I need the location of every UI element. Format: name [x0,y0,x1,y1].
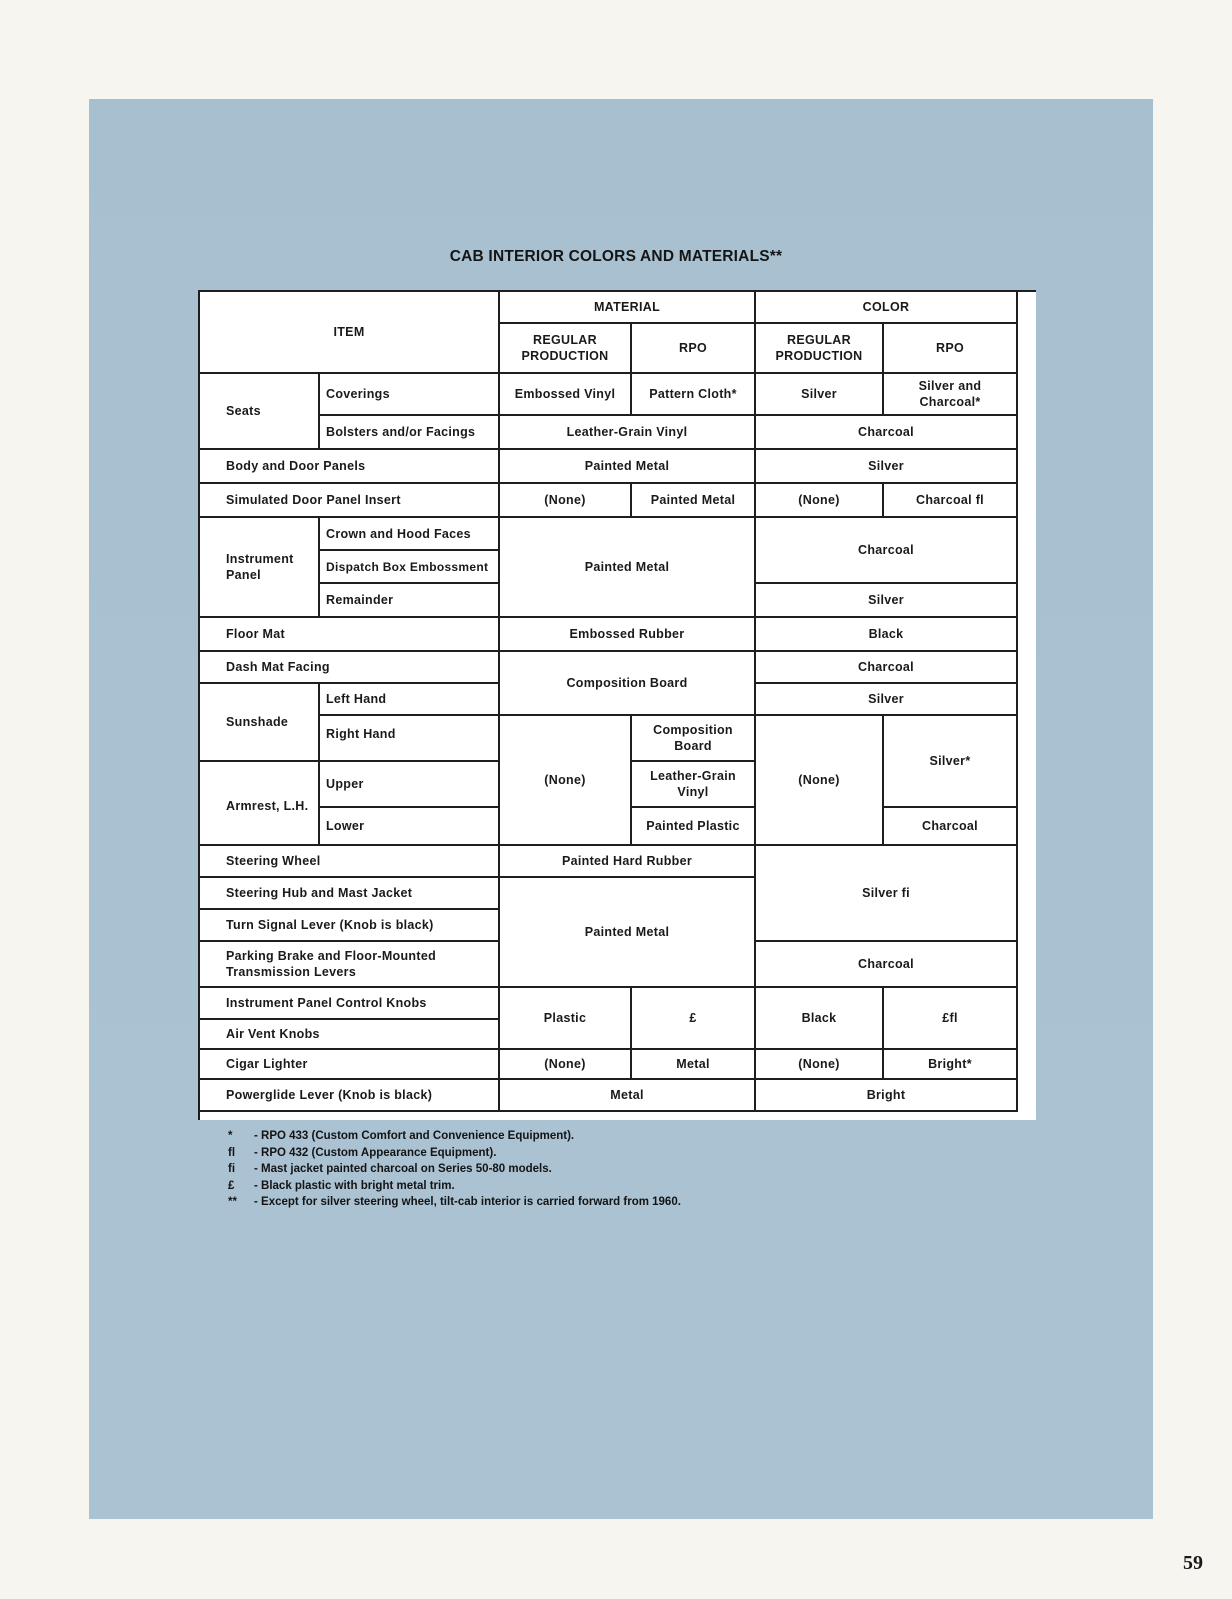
rh-armrest-color-regular: (None) [756,716,884,846]
steering-color: Silver fi [756,846,1018,942]
rh-armrest-material-regular: (None) [500,716,632,846]
footnote-text: - RPO 432 (Custom Appearance Equipment). [254,1146,497,1159]
row-air-vent-knobs: Air Vent Knobs [200,1020,500,1050]
coverings-color-rpo: Silver and Charcoal* [884,374,1018,416]
row-armrest: Armrest, L.H. [200,762,320,846]
instrument-panel-material: Painted Metal [500,518,756,618]
footnote-symbol: * [228,1130,233,1142]
row-coverings: Coverings [320,374,500,416]
coverings-material-rpo: Pattern Cloth* [632,374,756,416]
footnote [228,1161,681,1178]
remainder-color: Silver [756,584,1018,618]
sim-insert-color-rpo: Charcoal fl [884,484,1018,518]
footnote [228,1145,681,1162]
sim-insert-material-rpo: Painted Metal [632,484,756,518]
sim-insert-material-regular: (None) [500,484,632,518]
colors-materials-table [200,292,1036,1120]
footnote [228,1194,681,1211]
header-material: MATERIAL [500,292,756,324]
sim-insert-color-regular: (None) [756,484,884,518]
parking-brake-color: Charcoal [756,942,1018,988]
dash-mat-color: Charcoal [756,652,1018,684]
cigar-color-regular: (None) [756,1050,884,1080]
knobs-color-regular: Black [756,988,884,1050]
row-simulated-insert: Simulated Door Panel Insert [200,484,500,518]
instrument-panel-color: Charcoal [756,518,1018,584]
row-crown-hood: Crown and Hood Faces [320,518,500,551]
lower-color-rpo: Charcoal [884,808,1018,846]
header-color: COLOR [756,292,1018,324]
footnote [228,1178,681,1195]
row-left-hand: Left Hand [320,684,500,716]
body-panels-material: Painted Metal [500,450,756,484]
footnote-symbol: fl [228,1146,236,1159]
footnote [228,1128,681,1145]
coverings-color-regular: Silver [756,374,884,416]
header-color-regular: REGULAR PRODUCTION [756,324,884,374]
floor-mat-material: Embossed Rubber [500,618,756,652]
row-dash-mat: Dash Mat Facing [200,652,500,684]
rh-upper-color-rpo: Silver* [884,716,1018,808]
footnote-text: - Except for silver steering wheel, tilt-cab interior is carried forward from 1960. [254,1196,681,1208]
hub-turn-parking-material: Painted Metal [500,878,756,988]
cigar-material-rpo: Metal [632,1050,756,1080]
powerglide-color: Bright [756,1080,1018,1112]
row-ip-control-knobs: Instrument Panel Control Knobs [200,988,500,1020]
lower-material-rpo: Painted Plastic [632,808,756,846]
row-bolsters: Bolsters and/or Facings [320,416,500,450]
row-parking-brake: Parking Brake and Floor-Mounted Transmission Levers [200,942,500,988]
row-steering-wheel: Steering Wheel [200,846,500,878]
footnotes [228,1128,681,1211]
footnote-symbol: ** [228,1196,237,1208]
footnote-text: - Mast jacket painted charcoal on Series 50-80 models. [254,1163,552,1175]
floor-mat-color: Black [756,618,1018,652]
header-material-regular: REGULAR PRODUCTION [500,324,632,374]
footnote-symbol: £ [228,1179,235,1192]
header-material-rpo: RPO [632,324,756,374]
steering-wheel-material: Painted Hard Rubber [500,846,756,878]
row-instrument-panel: Instrument Panel [200,518,320,618]
row-right-hand: Right Hand [320,716,500,762]
row-dispatch-box: Dispatch Box Embossment [320,551,500,584]
footnote-text: - RPO 433 (Custom Comfort and Convenience Equipment). [254,1130,575,1142]
right-hand-material-rpo: Composition Board [632,716,756,762]
row-powerglide: Powerglide Lever (Knob is black) [200,1080,500,1112]
knobs-color-rpo: £fl [884,988,1018,1050]
row-lower: Lower [320,808,500,846]
row-cigar-lighter: Cigar Lighter [200,1050,500,1080]
footnote-symbol: fi [228,1163,236,1175]
knobs-material-regular: Plastic [500,988,632,1050]
body-panels-color: Silver [756,450,1018,484]
row-upper: Upper [320,762,500,808]
header-color-rpo: RPO [884,324,1018,374]
coverings-material-regular: Embossed Vinyl [500,374,632,416]
row-floor-mat: Floor Mat [200,618,500,652]
knobs-material-rpo: £ [632,988,756,1050]
cigar-color-rpo: Bright* [884,1050,1018,1080]
bolsters-color: Charcoal [756,416,1018,450]
row-turn-signal: Turn Signal Lever (Knob is black) [200,910,500,942]
page-number: 59 [1183,1552,1203,1574]
bolsters-material: Leather-Grain Vinyl [500,416,756,450]
table-title: CAB INTERIOR COLORS AND MATERIALS** [449,248,783,265]
footnote-text: - Black plastic with bright metal trim. [254,1179,455,1192]
row-seats: Seats [200,374,320,450]
row-sunshade: Sunshade [200,684,320,762]
cigar-material-regular: (None) [500,1050,632,1080]
powerglide-material: Metal [500,1080,756,1112]
row-remainder: Remainder [320,584,500,618]
row-body-panels: Body and Door Panels [200,450,500,484]
row-steering-hub: Steering Hub and Mast Jacket [200,878,500,910]
left-hand-color: Silver [756,684,1018,716]
upper-material-rpo: Leather-Grain Vinyl [632,762,756,808]
header-item: ITEM [200,292,500,374]
dash-sunshade-material: Composition Board [500,652,756,716]
